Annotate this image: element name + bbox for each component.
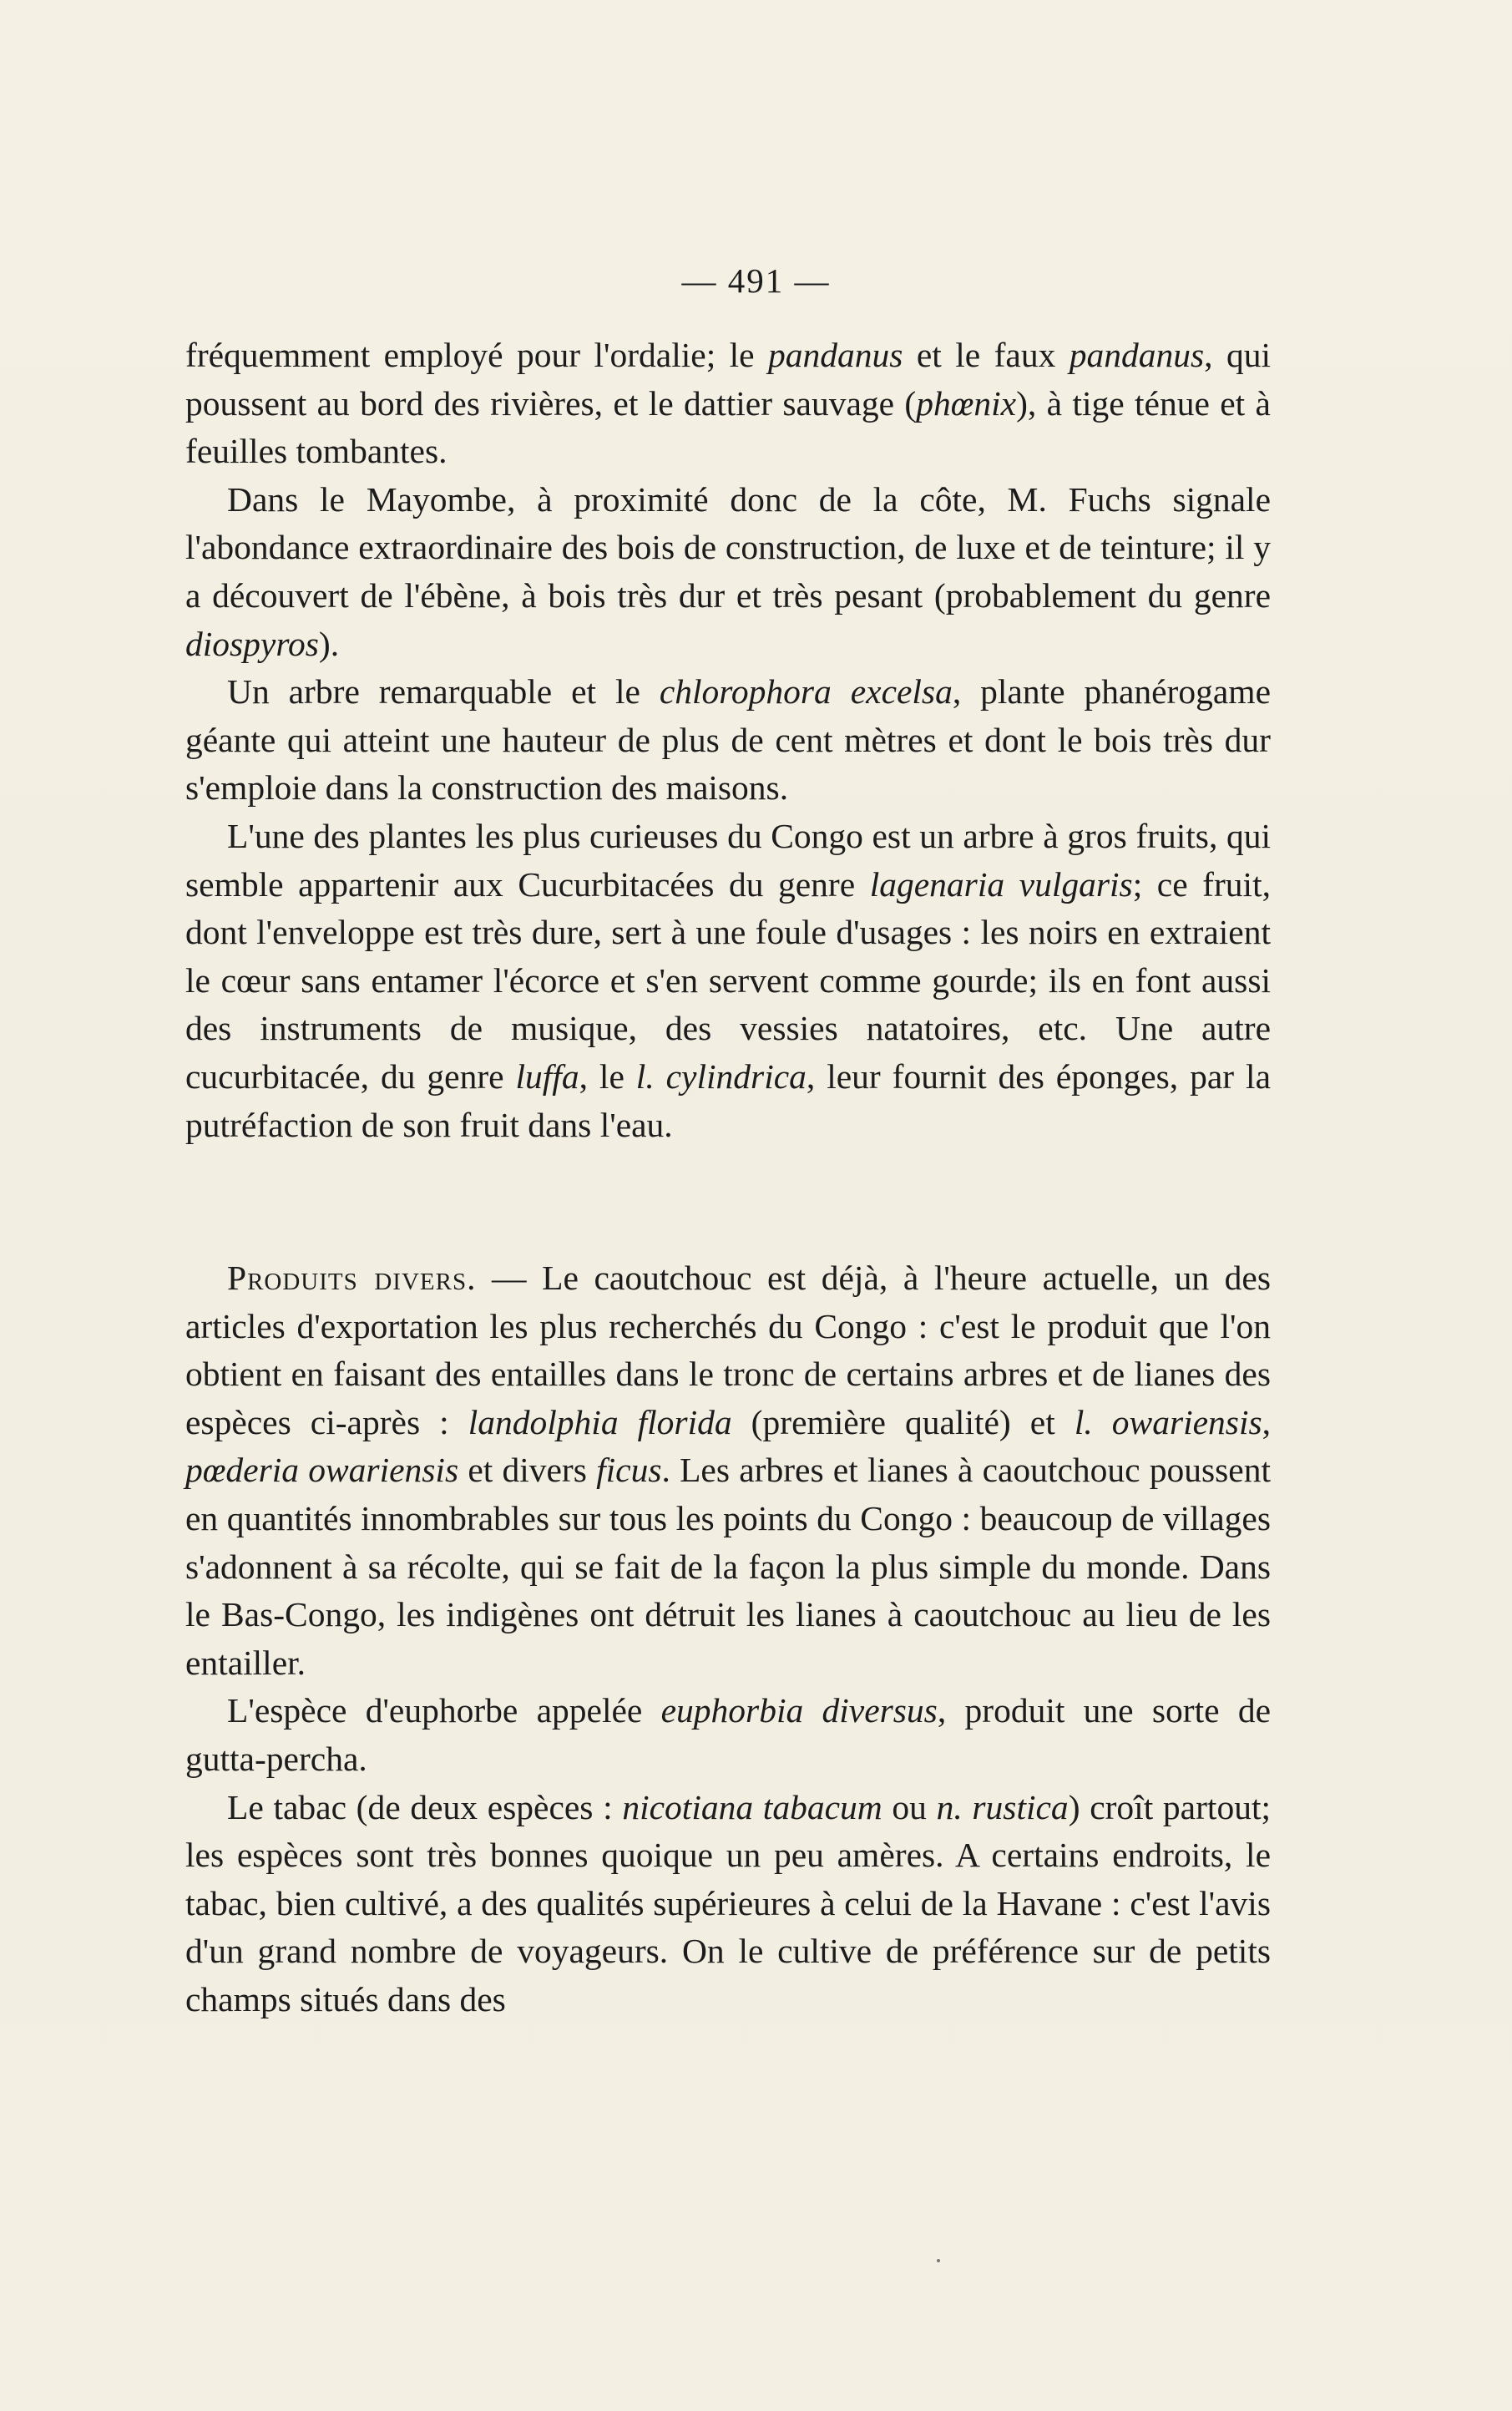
text-run: , le [579, 1056, 636, 1096]
paragraph [185, 1687, 1271, 1783]
italic-term: nicotiana tabacum [622, 1787, 882, 1826]
italic-term: pœderia owariensis [185, 1451, 459, 1490]
italic-term: chlorophora excelsa [659, 672, 953, 712]
text-run: L'une des plantes les plus curieuses du Congo est un arbre à gros fruits, qui semble appartenir aux Cucurbitacées du genre [185, 816, 1271, 904]
text-run: , plante phanérogame géante qui atteint une hauteur de plus de cent mètres et dont le bois très dur s'emploie dans la construction des maisons. [185, 672, 1271, 808]
paragraph [185, 1254, 1271, 1687]
text-run: , qui poussent au bord des rivières, et le dattier sauvage ( [185, 336, 1271, 423]
italic-term: phœnix [916, 383, 1017, 423]
text-run: L'espèce d'euphorbe appelée [227, 1691, 661, 1730]
text-run: Le tabac (de deux espèces : [227, 1787, 623, 1826]
text-run: et divers [458, 1451, 597, 1490]
section-heading: Produits divers. [227, 1259, 477, 1297]
italic-term: l. owariensis [1074, 1402, 1262, 1441]
italic-term: l. cylindrica [635, 1056, 807, 1096]
text-run: et le faux [903, 336, 1070, 374]
ink-speck [937, 2259, 940, 2262]
text-run: . Les arbres et lianes à caoutchouc poussent en quantités innombrables sur tous les points du Congo : beaucoup de villages s'adonnent à sa récolte, qui se fait de la façon la plus simple du monde. Dans le Bas-Congo, les indigènes ont détruit les lianes à caoutchouc au lieu de les entailler. [185, 1451, 1272, 1682]
text-block-produits-divers [185, 1254, 1271, 2024]
text-run: fréquemment employé pour l'ordalie; le [185, 336, 769, 374]
text-run: , [1262, 1402, 1272, 1441]
text-run: ). [318, 624, 340, 663]
italic-term: ficus [596, 1451, 662, 1490]
italic-term: n. rustica [936, 1787, 1069, 1826]
paragraph [185, 332, 1271, 476]
italic-term: pandanus [1069, 336, 1205, 374]
italic-term: diospyros [185, 624, 319, 663]
text-run: Dans le Mayombe, à proximité donc de la côte, M. Fuchs signale l'abondance extraordinaire des bois de construction, de luxe et de teinture; il y a découvert de l'ébène, à bois très dur et très pesant (probablement du genre [185, 479, 1271, 615]
text-run: ) croît partout; les espèces sont très bonnes quoique un peu amères. A certains endroits, le tabac, bien cultivé, a des qualités supérieures à celui de la Havane : c'est l'avis d'un grand nombre de voyageurs. On le cultive de préférence sur de petits champs situés dans des [185, 1787, 1272, 2018]
paragraph [185, 476, 1271, 668]
text-run: Un arbre remarquable et le [227, 672, 660, 712]
paragraph [185, 668, 1271, 813]
text-run: , produit une sorte de gutta-percha. [185, 1691, 1272, 1778]
paragraph [185, 813, 1271, 1149]
italic-term: euphorbia diversus [660, 1691, 938, 1730]
text-run: ), à tige ténue et à feuilles tombantes. [185, 383, 1271, 471]
text-run: ; ce fruit, dont l'enveloppe est très dure, sert à une foule d'usages : les noirs en extraient le cœur sans entamer l'écorce et s'en servent comme gourde; ils en font aussi des instruments de musique, des vessies natatoires, etc. Une autre cucurbitacée, du genre [185, 864, 1271, 1096]
text-run: — Le caoutchouc est déjà, à l'heure actuelle, un des articles d'exportation les plus recherchés du Congo : c'est le produit que l'on obtient en faisant des entailles dans le tronc de certains arbres et de lianes des espèces ci-après : [185, 1259, 1271, 1441]
text-block-upper [185, 332, 1271, 1149]
text-run: (première qualité) et [731, 1402, 1075, 1441]
italic-term: lagenaria vulgaris [869, 864, 1133, 904]
paragraph [185, 1784, 1271, 2024]
text-run: ou [882, 1787, 937, 1826]
text-run: , leur fournit des éponges, par la putréfaction de son fruit dans l'eau. [185, 1056, 1271, 1144]
italic-term: luffa [515, 1056, 579, 1096]
italic-term: pandanus [768, 336, 903, 374]
italic-term: landolphia florida [468, 1402, 732, 1441]
page-number: — 491 — [681, 261, 831, 300]
